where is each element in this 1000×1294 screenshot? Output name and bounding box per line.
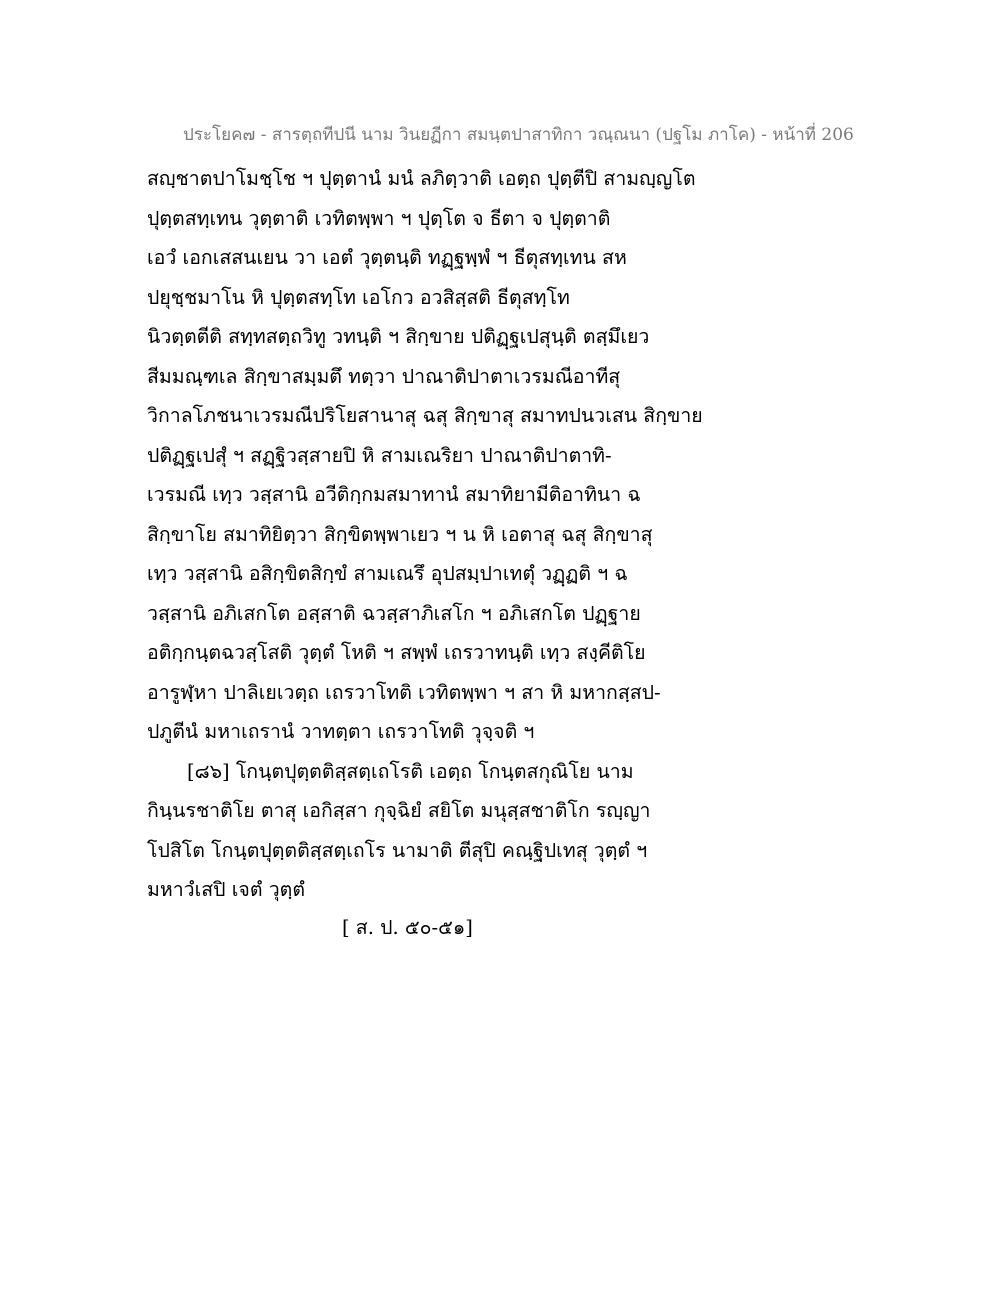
paragraph-start-line: [๘๖] โกนฺตปุตฺตติสฺสตฺเถโรติ เอตฺถ โกนฺตสกุณิโย นาม (187, 759, 634, 783)
text-line: เวรมณี เทฺว วสฺสานิ อวีติกฺกมสมาทานํ สมาทิยามีติอาทินา ฉ (147, 483, 641, 506)
text-line: โปสิโต โกนฺตปุตฺตติสฺสตฺเถโร นามาติ ตีสุปิ คณฺฐิปเทสุ วุตฺตํ ฯ (147, 838, 648, 862)
text-line: เทฺว วสฺสานิ อสิกฺขิตสิกฺขํ สามเณรึ อุปสมฺปาเทตุํ วฏฺฏติ ฯ ฉ (147, 562, 628, 585)
text-line: สญฺชาตปาโมชฺโช ฯ ปุตฺตานํ มนํ ลภิตฺวาติ เอตฺถ ปุตฺตีปิ สามญฺญโต (147, 167, 696, 190)
text-line: สีมมณฺฑเล สิกฺขาสมฺมตึ ทตฺวา ปาณาติปาตาเวรมณีอาทีสุ (147, 364, 621, 388)
text-line: ปุตฺตสทฺเทน วุตฺตาติ เวทิตพฺพา ฯ ปุตฺโต จ ธีตา จ ปุตฺตาติ (147, 206, 611, 230)
running-header: ประโยค๗ - สารตฺถทีปนี นาม วินยฏีกา สมนฺตปาสาทิกา วณฺณนา (ปฐโม ภาโค) - หน้าที่ 206 (183, 125, 854, 145)
text-line: วสฺสานิ อภิเสกโต อสฺสาติ ฉวสฺสาภิเสโก ฯ อภิเสกโต ปฏฺฐาย (147, 601, 641, 625)
text-line: กินฺนรชาติโย ตาสุ เอกิสฺสา กุจฺฉิยํ สยิโต มนุสฺสชาติโก รญฺญา (147, 799, 651, 822)
text-line: อารูฬฺหา ปาลิเยเวตฺถ เถรวาโทติ เวทิตพฺพา ฯ สา หิ มหากสฺสป- (147, 680, 661, 704)
text-line: มหาวํเสปิ เจตํ วุตฺตํ (147, 878, 305, 901)
text-line: ปยุชฺชมาโน หิ ปุตฺตสทฺโท เอโกว อวสิสฺสติ ธีตุสทฺโท (147, 285, 570, 309)
text-line: เอวํ เอกเสสนเยน วา เอตํ วุตฺตนฺติ ทฏฺฐพฺพํ ฯ ธีตุสทฺเทน สห (147, 246, 627, 269)
text-line: ปภูตีนํ มหาเถรานํ วาทตฺตา เถรวาโทติ วุจฺจติ ฯ (147, 720, 535, 743)
text-line: วิกาลโภชนาเวรมณีปริโยสานาสุ ฉสุ สิกฺขาสุ สมาทปนวเสน สิกฺขาย (147, 404, 703, 427)
source-reference: [ ส. ป. ๕๐-๕๑] (342, 916, 473, 939)
body-text (147, 159, 707, 910)
text-line: ปติฏฺฐเปสุํ ฯ สฏฺฐิวสฺสายปิ หิ สามเณริยา ปาณาติปาตาทิ- (147, 443, 612, 467)
text-line: สิกฺขาโย สมาทิยิตฺวา สิกฺขิตพฺพาเยว ฯ น หิ เอตาสุ ฉสุ สิกฺขาสุ (147, 522, 653, 546)
text-line: นิวตฺตตีติ สทฺทสตฺถวิทู วทนฺติ ฯ สิกฺขาย ปติฏฺฐเปสุนฺติ ตสฺมึเยว (147, 325, 650, 348)
text-line: อติกฺกนฺตฉวสฺโสติ วุตฺตํ โหติ ฯ สพฺพํ เถรวาทนฺติ เทฺว สงฺคีติโย (147, 641, 646, 664)
